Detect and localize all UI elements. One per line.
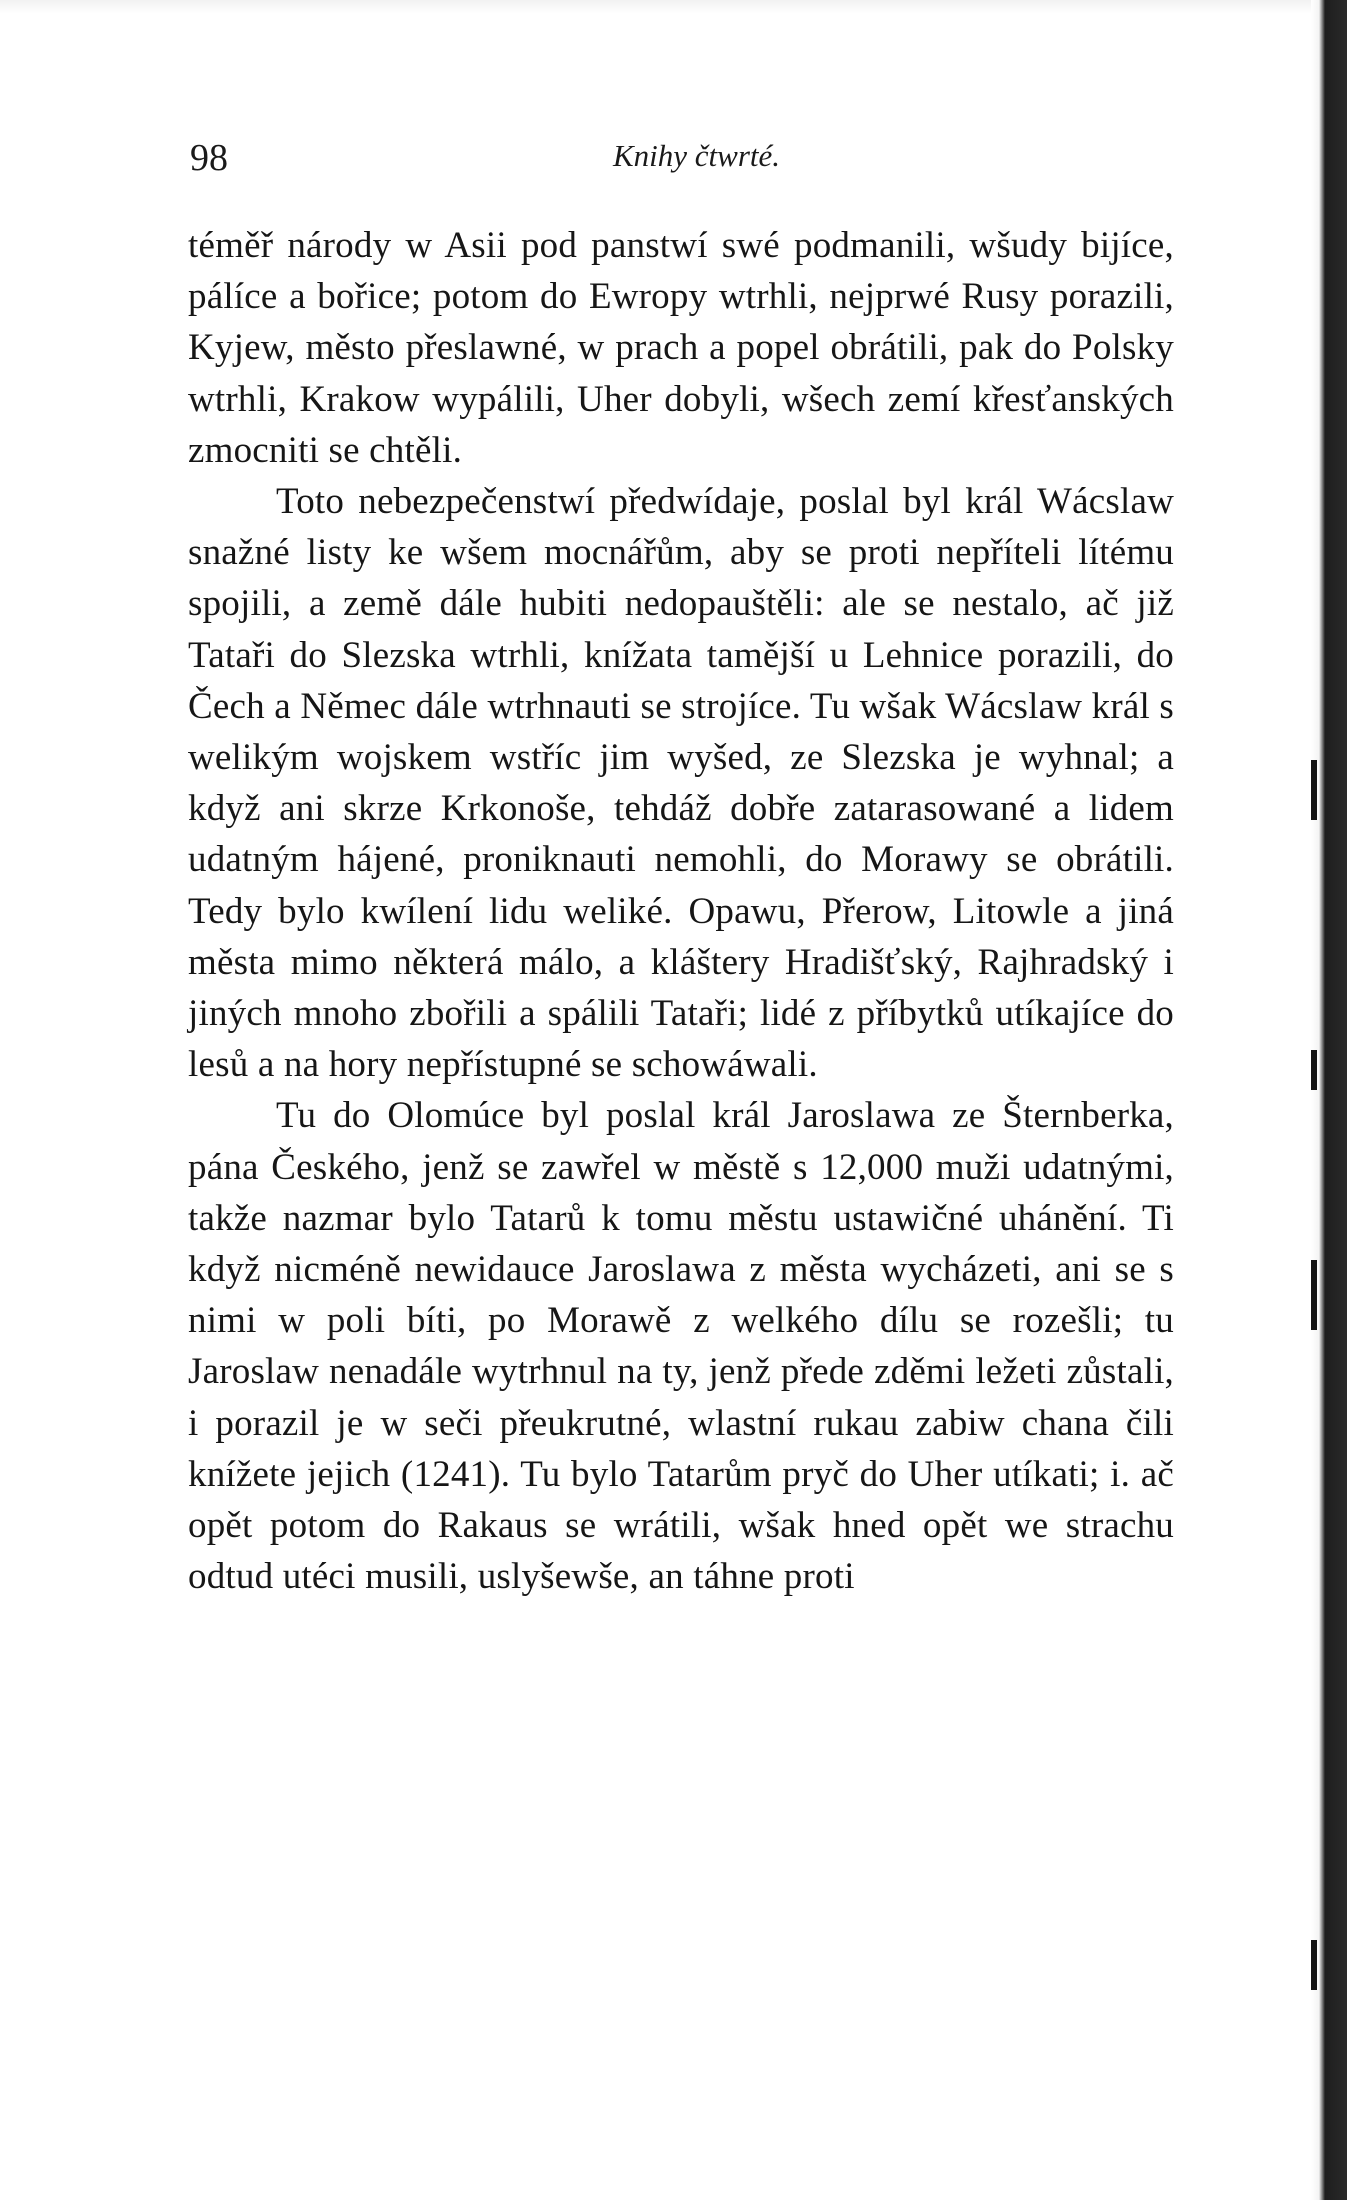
paragraph: Toto nebezpečenstwí předwídaje, poslal byl král Wácslaw snažné listy ke wšem mocnářům, aby se proti nepříteli lítému spojili, a země dále hubiti nedopauštěli: ale se nestalo, ač již Tataři do Slezska wtrhli, knížata tamější u Lehnice porazili, do Čech a Němec dále wtrhnauti se strojíce. Tu wšak Wácslaw král s welikým wojskem wstříc jim wyšed, ze Slezska je wyhnal; a když ani skrze Krkonoše, tehdáž dobře zatarasowané a lidem udatným hájené, proniknauti nemohli, do Morawy se obrátili. Tedy bylo kwílení lidu weliké. Opawu, Přerow, Litowle a jiná města mimo některá málo, a kláštery Hradišťský, Rajhradský i jiných mnoho zbořili a spálili Tataři; lidé z příbytků utíkajíce do lesů a na hory nepřístupné se schowáwali. [188,481,1174,1086]
margin-mark [1311,760,1317,820]
running-title: Knihy čtwrté. [613,138,781,173]
paragraph: Tu do Olomúce byl poslal král Jaroslawa ze Šternberka, pána Českého, jenž se zawřel w městě s 12,000 muži udatnými, takže nazmar bylo Tatarů k tomu městu ustawičné uhánění. Ti když nicméně newidauce Jaroslawa z města wycházeti, ani se s nimi w poli bíti, po Morawě z welkého dílu se rozešli; tu Jaroslaw nenadále wytrhnul na ty, jenž přede zděmi ležeti zůstali, i porazil je w seči přeukrutné, wlastní rukau zabiw chana čili knížete jejich (1241). Tu bylo Tatarům pryč do Uher utíkati; i. ač opět potom do Rakaus se wrátili, wšak hned opět we strachu odtud utéci musili, uslyšewše, an táhne proti [188,1095,1174,1598]
margin-mark [1311,1260,1317,1330]
body-text [188,220,1174,1602]
scan-top-edge [0,0,1311,14]
running-head [188,128,1174,188]
margin-mark [1311,1050,1317,1090]
paragraph-continuation: téměř národy w Asii pod panstwí swé podmanili, wšudy bijíce, pálíce a bořice; potom do Ewropy wtrhli, nejprwé Rusy porazili, Kyjew, město přeslawné, w prach a popel obrátili, pak do Polsky wtrhli, Krakow wypálili, Uher dobyli, wšech zemí křesťanských zmocniti se chtěli. [188,225,1174,471]
page-number: 98 [190,137,228,179]
book-page [188,128,1174,1602]
margin-mark [1311,1940,1317,1990]
scan-right-edge [1311,0,1347,2200]
